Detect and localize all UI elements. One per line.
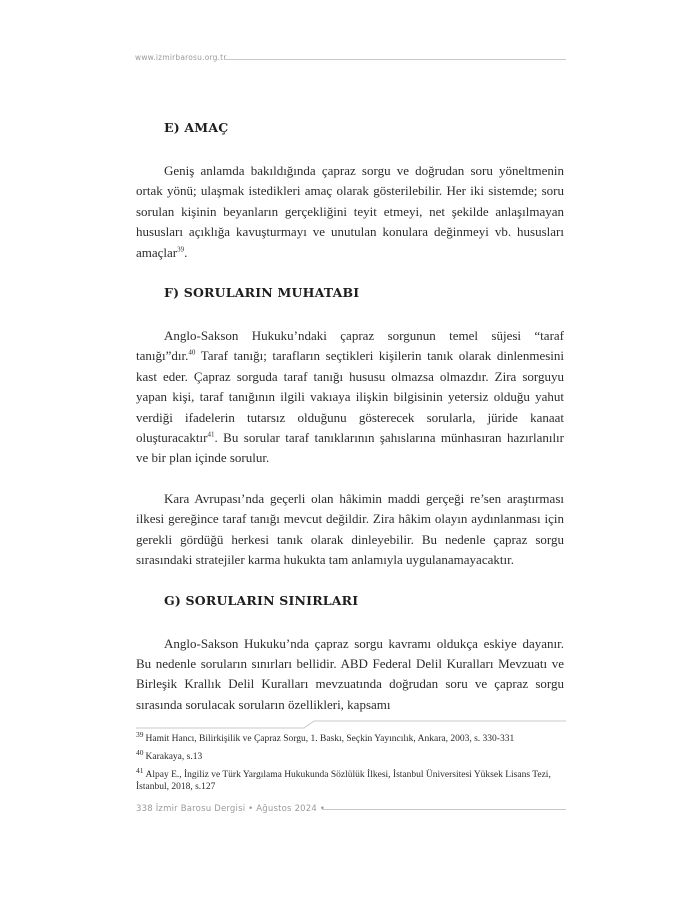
footnotes <box>136 729 564 799</box>
footnote-ref-39[interactable]: 39 <box>177 245 185 254</box>
page-footer: 338 İzmir Barosu Dergisi • Ağustos 2024 • <box>136 804 326 814</box>
footnote-ref-40[interactable]: 40 <box>188 349 196 358</box>
paragraph-muhatabi-2: Kara Avrupası’nda geçerli olan hâkimin maddi gerçeği re’sen araştırması ilkesi gereğince taraf tanığı mevcut değildir. Zira hâkim olayın aydınlanması için gerekli gördüğü herkesi tanık olarak dinleyebilir. Bu nedenle çapraz sorgu sırasındaki stratejiler karma hukukta tam anlamıyla uygulanamayacaktır. <box>136 490 564 568</box>
section-heading-amac: E) AMAÇ <box>164 120 229 135</box>
footnote-divider <box>136 720 566 730</box>
header-url: www.izmirbarosu.org.tr <box>135 53 227 62</box>
paragraph-amac: Geniş anlamda bakıldığında çapraz sorgu ve doğrudan soru yöneltmenin ortak yönü; ulaşmak istedikleri amaç olarak gösterilebilir. Her iki sistemde; soru sorulan kişinin beyanların gerçekliğini teyit etmeyi, net şekilde anlaşılmayan hususları açıklığa kavuşturmayı ve unutulan konulara değinmeyi vb. hususları amaçlar$^{39}$. <box>136 163 564 260</box>
footnote-39: $^{39}$ Hamit Hancı, Bilirkişilik ve Çapraz Sorgu, 1. Baskı, Seçkin Yayıncılık, Ankara, 2003, s. 330-331 <box>136 729 515 744</box>
header-divider <box>224 59 566 60</box>
article-body <box>136 120 564 715</box>
paragraph-muhatabi-1: Anglo-Sakson Hukuku’ndaki çapraz sorgunun temel süjesi “taraf tanığı”dır.$^{40}$ Taraf tanığı; tarafların seçtikleri kişilerin tanık olarak dinlenmesini kast eder. Çapraz sorguda taraf tanığı hususu olmazsa olmazdır. Zira sorguyu yapan kişi, taraf tanığının ilgili vakıaya ilişkin bilgisinin yetersiz olduğu yahut verdiği ifadelerin tutarsız olduğunu gösterecek sorularla, jüride kanaat oluşturacaktır$^{41}$. Bu sorular taraf tanıklarının şahıslarına münhasıran hazırlanılır ve bir plan içinde sorulur. <box>136 328 564 466</box>
footer-divider <box>322 809 566 810</box>
footnote-41: $^{41}$ Alpay E., İngiliz ve Türk Yargılama Hukukunda Sözlülük İlkesi, İstanbul Üniversitesi Yüksek Lisans Tezi, İstanbul, 2018, s.127 <box>136 765 551 792</box>
footnote-ref-41[interactable]: 41 <box>207 430 215 439</box>
section-heading-sinirlari: G) SORULARIN SINIRLARI <box>164 592 359 608</box>
paragraph-sinirlari: Anglo-Sakson Hukuku’nda çapraz sorgu kavramı oldukça eskiye dayanır. Bu nedenle soruların sınırları bellidir. ABD Federal Delil Kuralları Mevzuatı ve Birleşik Krallık Delil Kuralları mevzuatında doğrudan soru ve çapraz sorgu sırasında sorulacak soruların özellikleri, kapsamı <box>136 635 564 712</box>
section-heading-muhatabi: F) SORULARIN MUHATABI <box>164 285 360 301</box>
footnote-40: $^{40}$ Karakaya, s.13 <box>136 747 203 762</box>
